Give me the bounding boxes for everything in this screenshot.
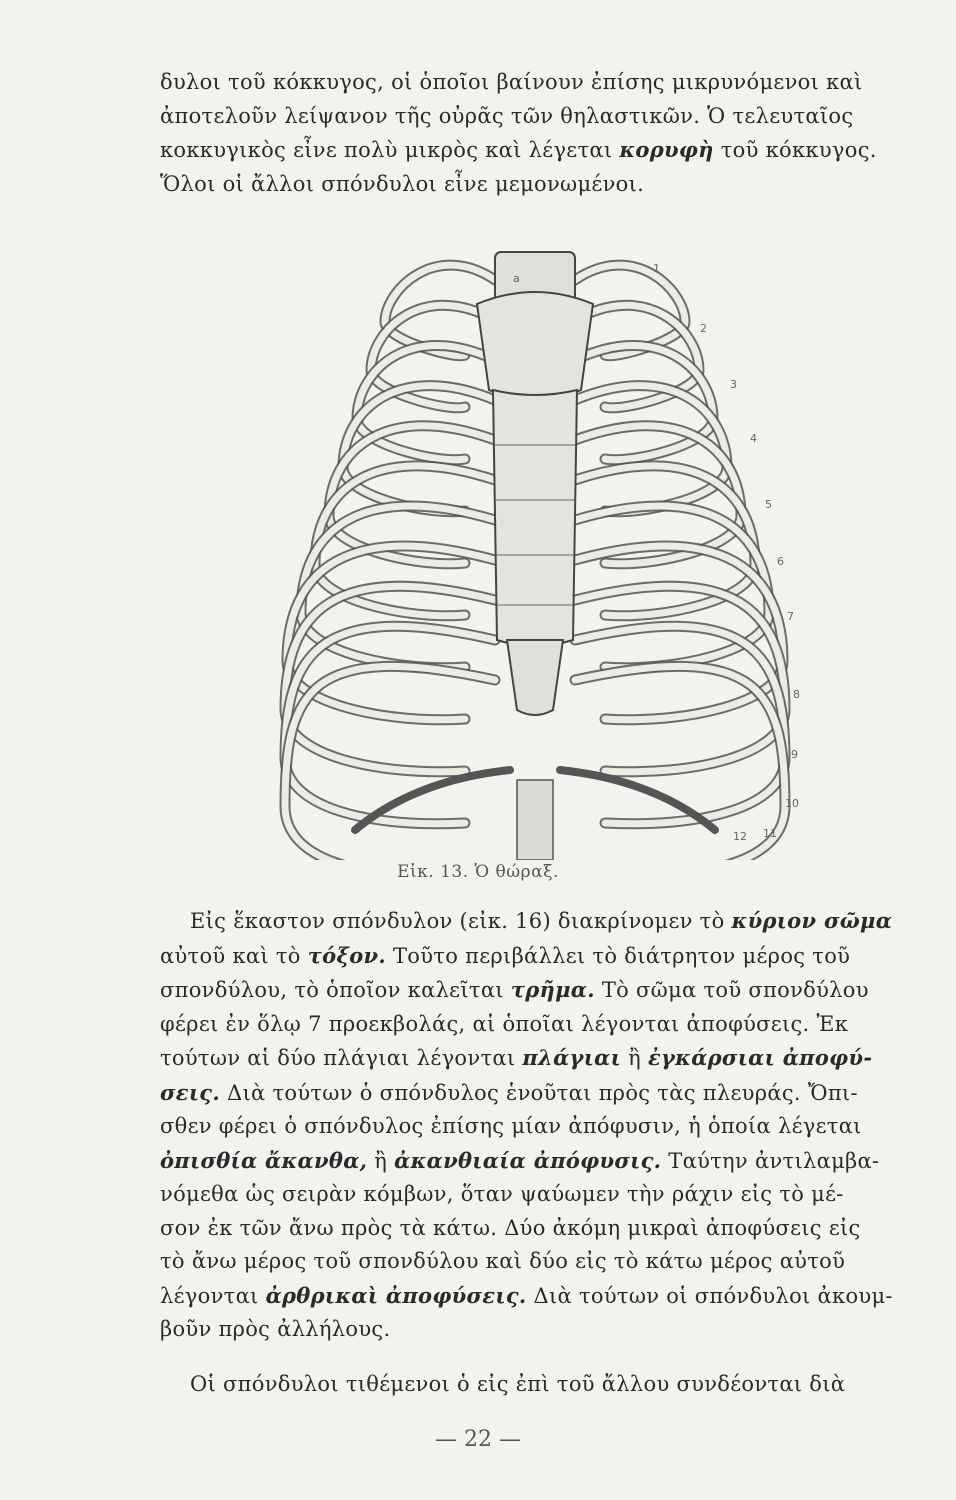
term-plagiai: πλάγιαι — [522, 1045, 622, 1070]
text-line: σεις. Διὰ τούτων ὁ σπόνδυλος ἑνοῦται πρὸς τὰς πλευράς. Ὄπι- — [160, 1079, 858, 1105]
text-line: φέρει ἐν ὅλῳ 7 προεκβολάς, αἱ ὁποῖαι λέγονται ἀποφύσεις. Ἐκ — [160, 1011, 849, 1036]
text-line: βοῦν πρὸς ἀλλήλους. — [160, 1317, 391, 1341]
paragraph-connection — [160, 1368, 916, 1402]
paragraph-coccyx — [160, 66, 916, 201]
rib-number-4: 4 — [750, 432, 757, 445]
paragraph-vertebra — [160, 904, 916, 1347]
spine — [517, 780, 553, 860]
rib — [285, 626, 495, 823]
text-line: Εἰς ἕκαστον σπόνδυλον (εἰκ. 16) διακρίνομεν τὸ κύριον σῶμα — [190, 908, 893, 933]
term-akanthiaia: ἀκανθιαία ἀπόφυσις. — [394, 1147, 662, 1173]
text-line: ὀπισθία ἄκανθα, ἢ ἀκανθιαία ἀπόφυσις. Ταύτην ἀντιλαμβα- — [160, 1147, 880, 1173]
rib-number-1: 1 — [653, 262, 660, 275]
term-kyrion-soma: κύριον σῶμα — [731, 908, 893, 933]
term-trima: τρῆμα. — [510, 977, 595, 1002]
text-line: σθεν φέρει ὁ σπόνδυλος ἐπίσης μίαν ἀπόφυσιν, ἡ ὁποία λέγεται — [160, 1114, 862, 1138]
rib-number-2: 2 — [700, 322, 707, 335]
rib-number-12: 12 — [733, 830, 747, 843]
text-line: σον ἐκ τῶν ἄνω πρὸς τὰ κάτω. Δύο ἀκόμη μικραὶ ἀποφύσεις εἰς — [160, 1215, 861, 1240]
manubrium — [477, 292, 593, 400]
text-line: Ὅλοι οἱ ἄλλοι σπόνδυλοι εἶνε μεμονωμένοι. — [160, 171, 645, 196]
rib-number-10: 10 — [785, 797, 799, 810]
rib — [285, 666, 495, 860]
rib-number-3: 3 — [730, 378, 737, 391]
term-korifi: κορυφὴ — [619, 137, 714, 162]
page-number: — 22 — — [435, 1427, 521, 1452]
text-line: νόμεθα ὡς σειρὰν κόμβων, ὅταν ψαύωμεν τὴν ράχιν εἰς τὸ μέ- — [160, 1182, 844, 1206]
rib — [575, 626, 785, 823]
term-arthrikai: ἀρθρικαὶ ἀποφύσεις. — [265, 1282, 527, 1308]
sternum — [477, 252, 593, 715]
sternum-label: a — [513, 272, 520, 285]
text-line: κοκκυγικὸς εἶνε πολὺ μικρὸς καὶ λέγεται κορυφὴ τοῦ κόκκυγος. — [160, 137, 877, 162]
figure-caption: Εἰκ. 13. Ὁ θώραξ. — [397, 862, 559, 882]
term-opisthia-akantha: ὀπισθία ἄκανθα, — [160, 1147, 368, 1173]
rib-number-6: 6 — [777, 555, 784, 568]
text-line: αὐτοῦ καὶ τὸ τόξον. Τοῦτο περιβάλλει τὸ διάτρητον μέρος τοῦ — [160, 942, 851, 968]
xiphoid — [507, 640, 563, 715]
rib-number-7: 7 — [787, 610, 794, 623]
text-line: Οἱ σπόνδυλοι τιθέμενοι ὁ εἰς ἐπὶ τοῦ ἄλλου συνδέονται διὰ — [190, 1372, 846, 1396]
thorax-illustration — [255, 240, 815, 860]
text-line: δυλοι τοῦ κόκκυγος, οἱ ὁποῖοι βαίνουν ἐπίσης μικρυνόμενοι καὶ — [160, 70, 863, 94]
term-egkarsiai: ἐγκάρσιαι ἀποφύ- — [647, 1045, 873, 1070]
text-line: λέγονται ἀρθρικαὶ ἀποφύσεις. Διὰ τούτων οἱ σπόνδυλοι ἀκουμ- — [160, 1282, 893, 1308]
sternum-body — [493, 390, 577, 646]
text-line: ἀποτελοῦν λείψανον τῆς οὐρᾶς τῶν θηλαστικῶν. Ὁ τελευταῖος — [160, 103, 854, 128]
rib-number-9: 9 — [791, 748, 798, 761]
rib — [575, 666, 785, 860]
rib-number-11: 11 — [763, 827, 777, 840]
text-line: σπονδύλου, τὸ ὁποῖον καλεῖται τρῆμα. Τὸ σῶμα τοῦ σπονδύλου — [160, 977, 869, 1002]
rib-number-5: 5 — [765, 498, 772, 511]
rib-number-8: 8 — [793, 688, 800, 701]
text-line: τὸ ἄνω μέρος τοῦ σπονδύλου καὶ δύο εἰς τὸ κάτω μέρος αὐτοῦ — [160, 1249, 846, 1273]
term-toxon: τόξον. — [307, 942, 386, 968]
text-line: τούτων αἱ δύο πλάγιαι λέγονται πλάγιαι ἢ ἐγκάρσιαι ἀποφύ- — [160, 1045, 873, 1070]
